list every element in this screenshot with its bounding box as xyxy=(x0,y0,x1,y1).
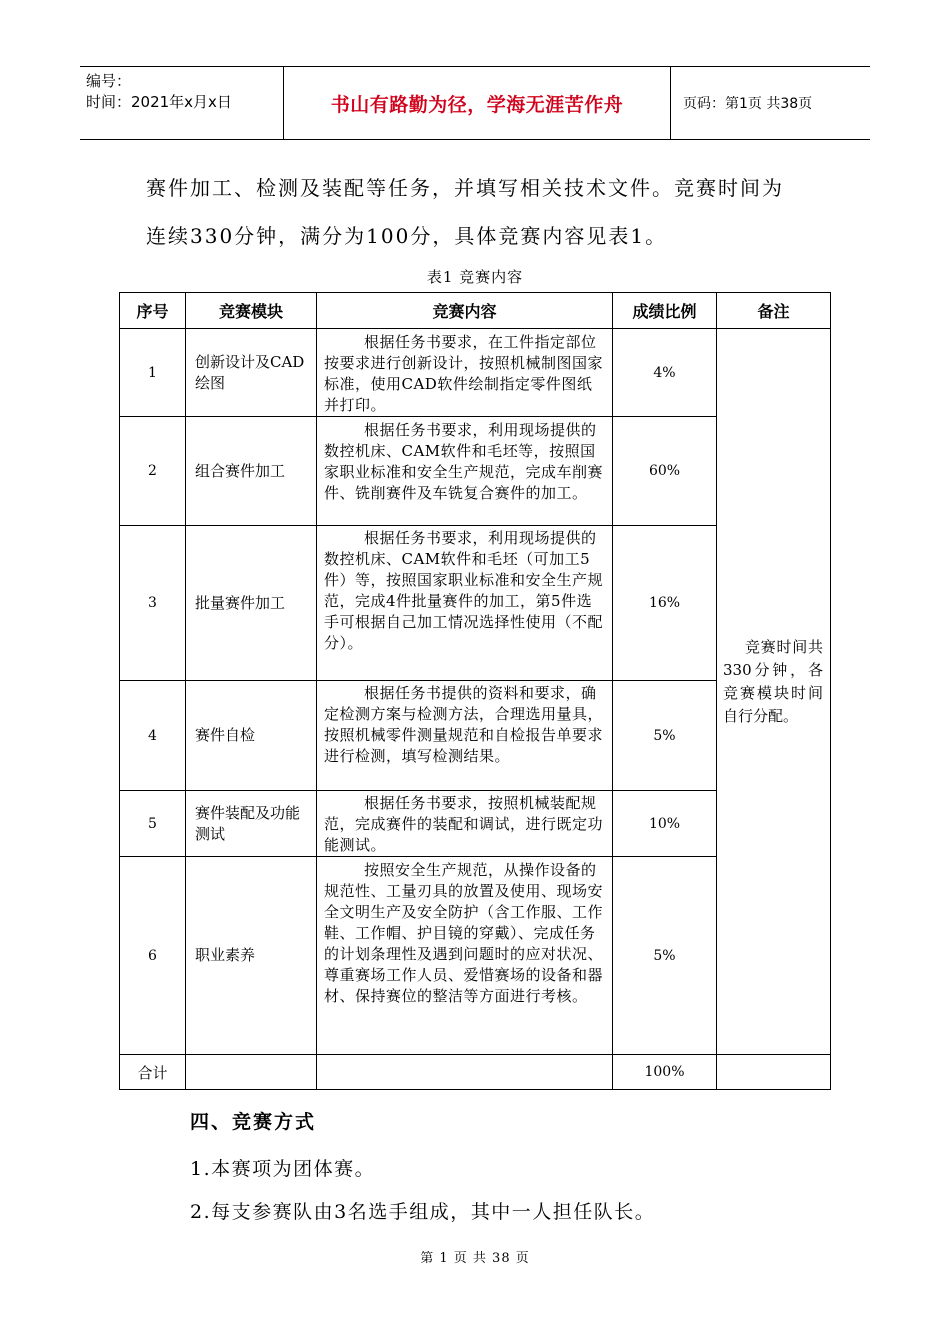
row-number: 6 xyxy=(148,947,157,964)
list-item: 2.每支参赛队由3名选手组成，其中一人担任队长。 xyxy=(190,1201,656,1223)
date-label: 时间：2021年x月x日 xyxy=(86,93,232,111)
row-module: 赛件自检 xyxy=(195,726,256,744)
row-content: 根据任务书要求，利用现场提供的数控机床、CAM软件和毛坯（可加工5件）等，按照国家职业标准和安全生产规范，完成4件批量赛件的加工，第5件选手可根据自己加工情况选择性使用（不配分）。 xyxy=(324,529,604,652)
row-content: 按照安全生产规范，从操作设备的规范性、工量刃具的放置及使用、现场安全文明生产及安全防护（含工作服、工作鞋、工作帽、护目镜的穿戴）、完成任务的计划条理性及遇到问题时的应对状况、尊重赛场工作人员、爱惜赛场的设备和器材、保持赛位的整洁等方面进行考核。 xyxy=(324,861,604,1005)
total-ratio: 100% xyxy=(644,1064,685,1080)
page-footer: 第 1 页 共 38 页 xyxy=(420,1251,530,1266)
row-module: 批量赛件加工 xyxy=(195,593,286,612)
table-rule xyxy=(830,292,831,1090)
column-header: 竞赛内容 xyxy=(432,302,497,321)
list-item: 1.本赛项为团体赛。 xyxy=(190,1158,376,1180)
row-module: 组合赛件加工 xyxy=(195,461,286,480)
section-heading: 四、竞赛方式 xyxy=(190,1111,317,1133)
body-text-line: 赛件加工、检测及装配等任务，并填写相关技术文件。竞赛时间为 xyxy=(146,176,784,200)
competition-content-table xyxy=(119,292,831,1090)
row-module: 创新设计及CAD绘图 xyxy=(195,352,305,392)
table-rule xyxy=(316,292,317,1090)
row-ratio: 5% xyxy=(653,727,676,744)
header-meta xyxy=(80,67,283,139)
table-rule xyxy=(119,1054,831,1055)
row-ratio: 10% xyxy=(648,815,681,832)
page-header xyxy=(80,66,870,140)
row-number: 4 xyxy=(148,727,157,744)
table-rule xyxy=(119,1089,831,1090)
row-module: 职业素养 xyxy=(195,946,256,964)
row-number: 3 xyxy=(148,595,157,611)
row-module: 赛件装配及功能测试 xyxy=(195,803,301,843)
total-label: 合计 xyxy=(137,1063,168,1082)
row-ratio: 60% xyxy=(648,463,681,479)
column-header: 成绩比例 xyxy=(632,302,697,321)
table-rule xyxy=(716,292,717,1090)
note-cell: 竞赛时间共330分钟，各竞赛模块时间自行分配。 xyxy=(723,638,823,725)
row-content: 根据任务书要求，按照机械装配规范，完成赛件的装配和调试，进行既定功能测试。 xyxy=(324,794,604,854)
row-ratio: 5% xyxy=(653,947,676,964)
column-header: 竞赛模块 xyxy=(218,302,283,321)
row-ratio: 16% xyxy=(648,595,681,611)
table-rule xyxy=(185,292,186,1090)
body-text-line: 连续330分钟，满分为100分，具体竞赛内容见表1。 xyxy=(146,224,668,248)
code-label: 编号： xyxy=(86,72,132,90)
row-content: 根据任务书要求，在工件指定部位按要求进行创新设计，按照机械制图国家标准，使用CAD软件绘制指定零件图纸并打印。 xyxy=(324,333,604,414)
column-header: 备注 xyxy=(757,302,790,321)
column-header: 序号 xyxy=(136,302,169,321)
row-number: 1 xyxy=(148,364,157,381)
row-number: 2 xyxy=(148,463,157,479)
table-caption: 表1 竞赛内容 xyxy=(426,268,524,286)
row-content: 根据任务书要求，利用现场提供的数控机床、CAM软件和毛坯等，按照国家职业标准和安全生产规范，完成车削赛件、铣削赛件及车铣复合赛件的加工。 xyxy=(324,421,604,502)
row-number: 5 xyxy=(148,815,157,832)
row-content: 根据任务书提供的资料和要求，确定检测方案与检测方法，合理选用量具，按照机械零件测量规范和自检报告单要求进行检测，填写检测结果。 xyxy=(324,684,604,765)
header-page-info: 页码：第1页 共38页 xyxy=(683,96,813,112)
header-motto: 书山有路勤为径，学海无涯苦作舟 xyxy=(330,93,624,116)
row-ratio: 4% xyxy=(653,364,676,381)
